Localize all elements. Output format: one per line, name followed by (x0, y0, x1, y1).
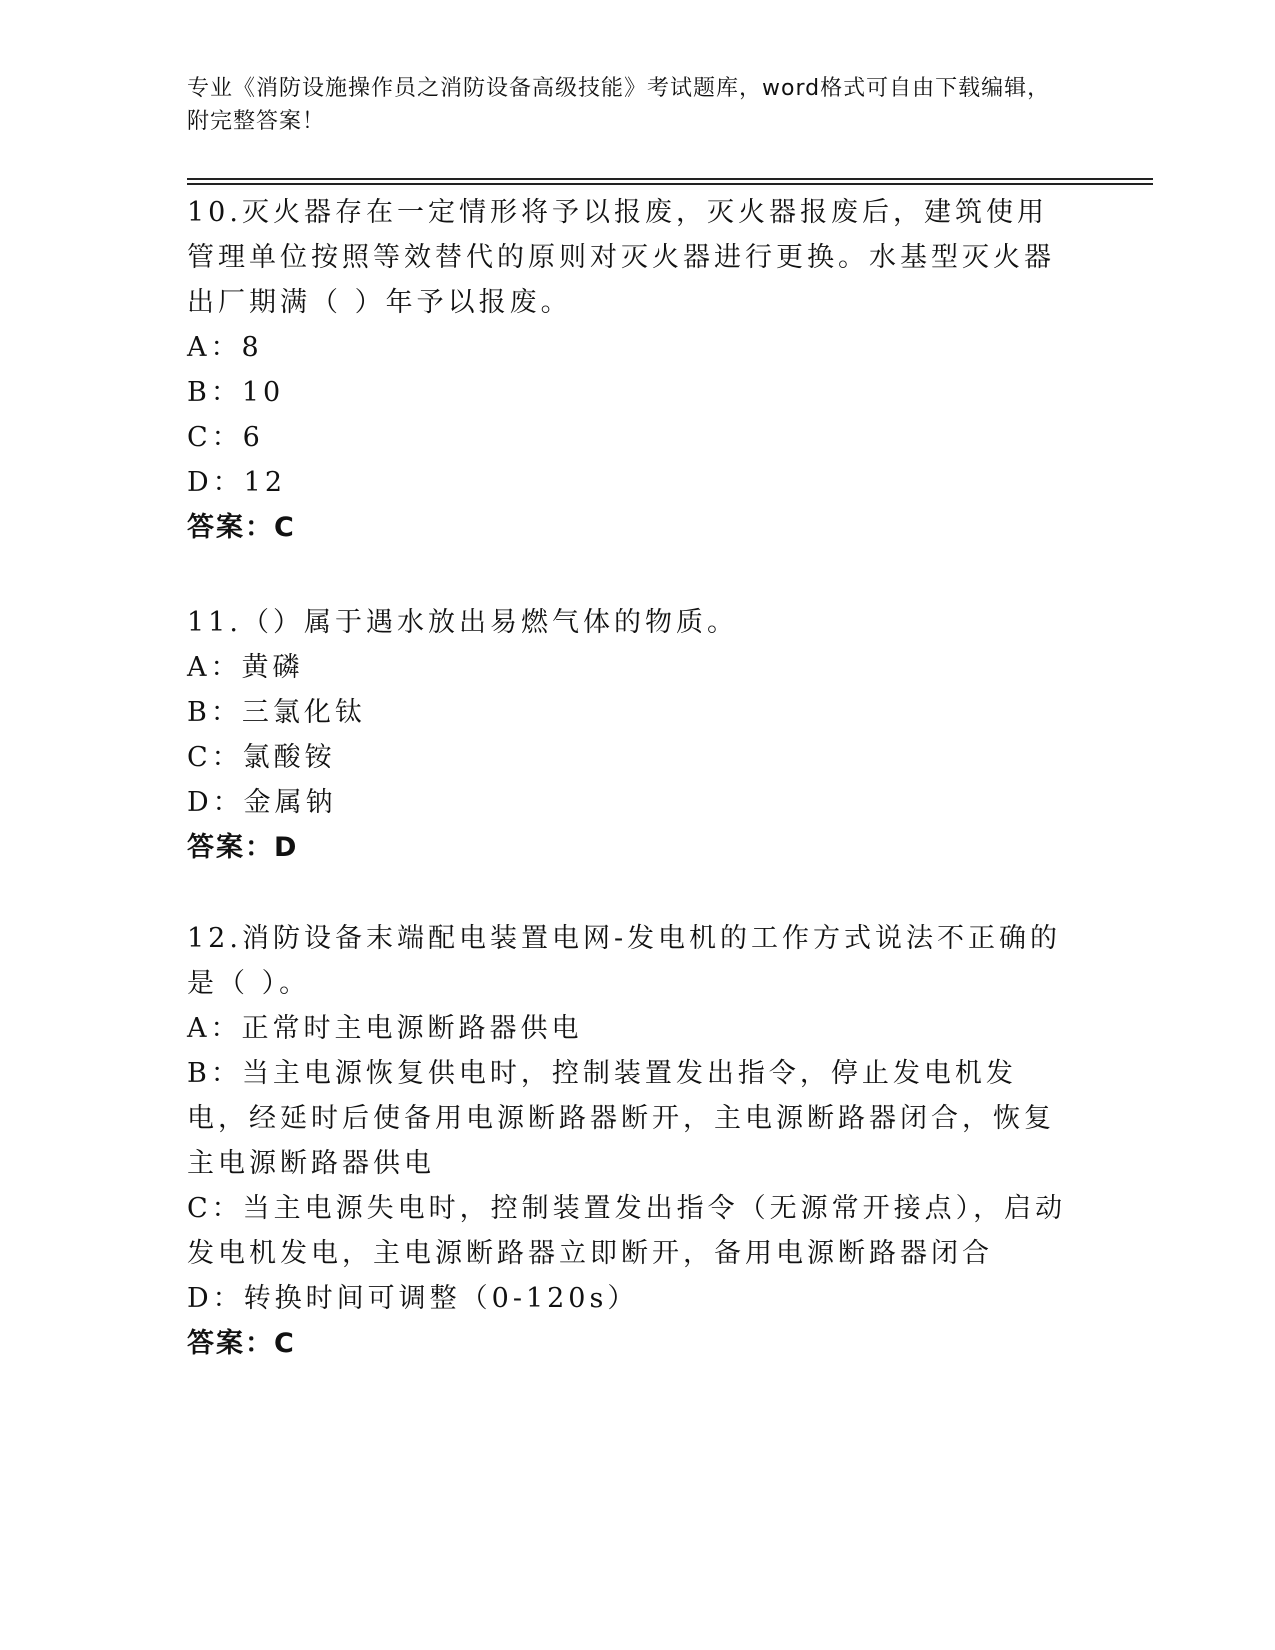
option-c: C：氯酸铵 (187, 742, 336, 773)
answer-line: 答案：C (187, 1328, 296, 1359)
option-c: C：当主电源失电时，控制装置发出指令（无源常开接点），启动发电机发电，主电源断路器立即断开，备用电源断路器闭合 (187, 1193, 1067, 1269)
option-d: D：转换时间可调整（0-120s） (187, 1283, 639, 1314)
option-b: B：当主电源恢复供电时，控制装置发出指令，停止发电机发电，经延时后使备用电源断路器断开，主电源断路器闭合，恢复主电源断路器供电 (187, 1058, 1055, 1179)
question-11 (187, 600, 1067, 870)
question-10 (187, 190, 1067, 550)
answer-line: 答案：D (187, 832, 299, 863)
option-d: D：金属钠 (187, 787, 337, 818)
option-c: C：6 (187, 422, 264, 453)
option-b: B：10 (187, 377, 285, 408)
option-a: A：8 (187, 332, 263, 363)
question-12 (187, 916, 1067, 1366)
option-a: A：正常时主电源断路器供电 (187, 1013, 583, 1044)
document-header (187, 72, 1067, 138)
question-stem: 12.消防设备末端配电装置电网-发电机的工作方式说法不正确的是（ ）。 (187, 923, 1062, 999)
header-intro-text: 专业《消防设施操作员之消防设备高级技能》考试题库，word格式可自由下载编辑，附完整答案！ (187, 76, 1051, 134)
question-stem: 10.灭火器存在一定情形将予以报废，灭火器报废后，建筑使用管理单位按照等效替代的原则对灭火器进行更换。水基型灭火器出厂期满（ ）年予以报废。 (187, 197, 1055, 318)
header-divider-bottom (187, 183, 1153, 185)
header-divider-top (187, 178, 1153, 180)
question-stem: 11.（）属于遇水放出易燃气体的物质。 (187, 607, 738, 638)
option-d: D：12 (187, 467, 287, 498)
option-a: A：黄磷 (187, 652, 304, 683)
option-b: B：三氯化钛 (187, 697, 366, 728)
answer-line: 答案：C (187, 512, 296, 543)
